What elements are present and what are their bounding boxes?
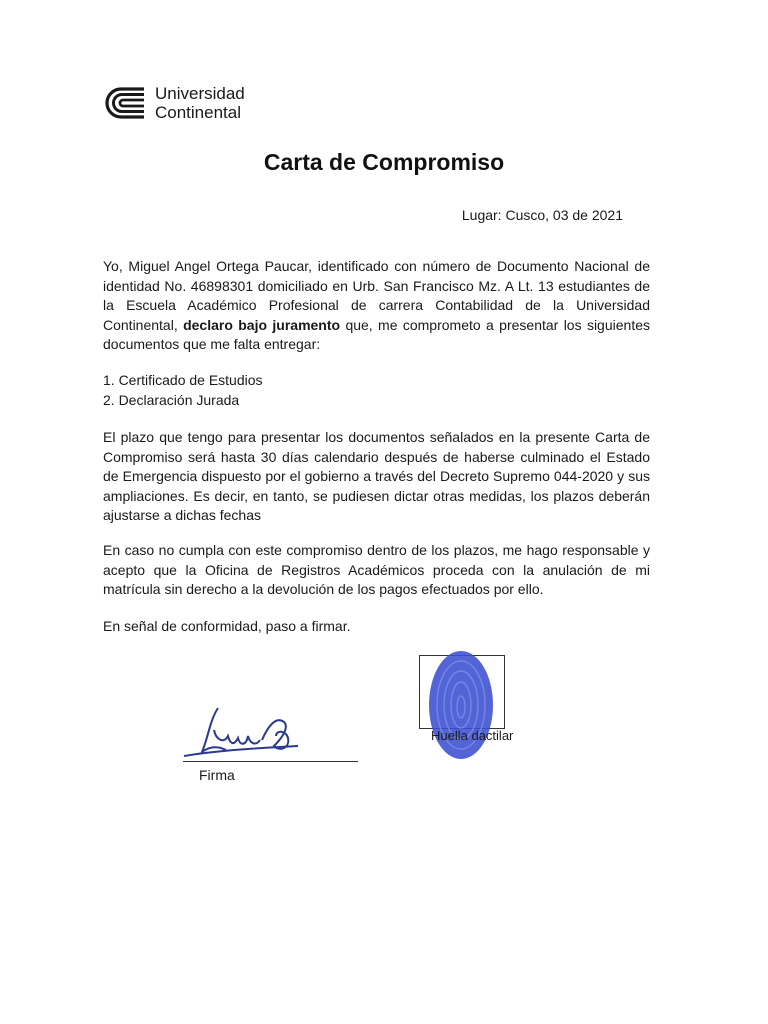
list-item: 1. Certificado de Estudios xyxy=(103,372,263,388)
declaration-text-start: Yo, Miguel Angel Ortega Paucar, identificado con número de Documento Nacional de identidad No. 46898301 domiciliado en Urb. San Francisco Mz. A Lt. 13 estudiantes de la Escuela Académico Profesional de carrera Contabilidad de la Universidad Continental, xyxy=(103,258,650,333)
fingerprint-label: Huella dactilar xyxy=(431,728,514,743)
document-title: Carta de Compromiso xyxy=(263,149,505,175)
university-name xyxy=(155,84,245,122)
declaration-bold-phrase: declaro bajo juramento xyxy=(183,316,341,333)
declaration-text-end: que, me comprometo a presentar los siguientes documentos que me falta entregar: xyxy=(103,316,650,352)
paragraph-deadline: El plazo que tengo para presentar los documentos señalados en la presente Carta de Compromiso será hasta 30 días calendario después de haberse culminado el Estado de Emergencia dispuesto por el gobierno a través del Decreto Supremo 044-2020 y sus ampliaciones. Es decir, en tanto, se pudiesen dictar otras medidas, los plazos deberán ajustarse a dichas fechas xyxy=(103,429,650,523)
list-item: 2. Declaración Jurada xyxy=(103,391,240,408)
logo-line-2: Continental xyxy=(155,103,242,122)
paragraph-declaration xyxy=(103,257,650,355)
paragraph-conformity: En señal de conformidad, paso a firmar. xyxy=(103,618,351,634)
place-date: Lugar: Cusco, 03 de 2021 xyxy=(461,207,623,223)
signature-label: Firma xyxy=(199,767,235,783)
university-logo xyxy=(104,84,245,122)
handwritten-signature xyxy=(180,700,310,762)
pending-documents-list xyxy=(103,371,263,410)
fingerprint-mark xyxy=(426,647,496,765)
signature-line xyxy=(183,761,358,762)
university-logo-icon xyxy=(104,86,148,120)
paragraph-responsibility: En caso no cumpla con este compromiso dentro de los plazos, me hago responsable y acepto que la Oficina de Registros Académicos proceda con la anulación de mi matrícula sin derecho a la devolución de los pagos efectuados por ello. xyxy=(103,542,650,597)
logo-line-1: Universidad xyxy=(155,84,245,103)
